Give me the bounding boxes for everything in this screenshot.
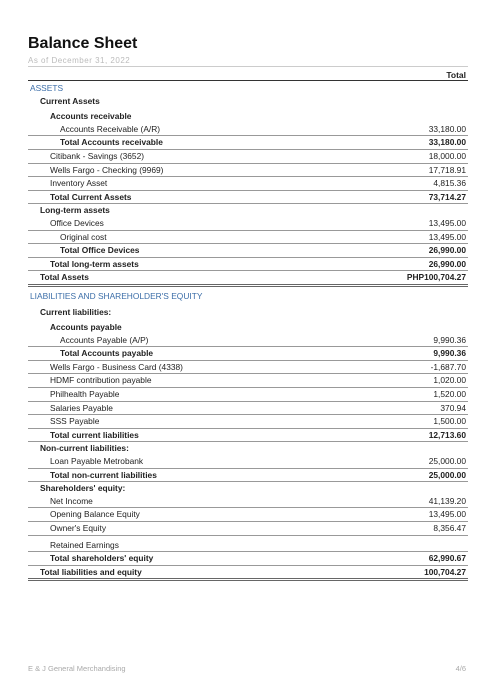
table-row [28, 552, 468, 566]
table-row [28, 374, 468, 388]
section-header-row [28, 82, 468, 95]
table-row [28, 469, 468, 483]
row-label: SSS Payable [50, 416, 100, 427]
row-amount: 25,000.00 [428, 469, 466, 480]
row-label: Total Accounts receivable [60, 137, 163, 148]
table-row [28, 231, 468, 245]
report-date: As of December 31, 2022 [28, 56, 131, 65]
row-amount: 12,713.60 [428, 429, 466, 440]
row-label: Accounts payable [50, 322, 122, 333]
row-amount: 1,520.00 [433, 389, 466, 400]
row-amount: 1,500.00 [433, 416, 466, 427]
table-row [28, 455, 468, 469]
row-label: Owner's Equity [50, 523, 107, 533]
row-label: Original cost [60, 231, 107, 242]
row-label: Accounts Payable (A/P) [60, 334, 149, 345]
row-amount: 9,990.36 [433, 348, 466, 359]
table-row [28, 402, 468, 416]
row-label: Shareholders' equity: [40, 483, 126, 494]
table-row [28, 347, 468, 361]
row-amount: 41,139.20 [428, 495, 466, 506]
row-label: Accounts receivable [50, 111, 132, 122]
row-label: Office Devices [50, 217, 104, 228]
row-amount: 8,356.47 [433, 523, 466, 533]
row-amount: 1,020.00 [433, 375, 466, 386]
row-amount: 370.94 [440, 402, 466, 413]
table-row [28, 123, 468, 137]
row-amount: 73,714.27 [428, 191, 466, 202]
row-amount: 13,495.00 [428, 217, 466, 228]
row-label: Citibank - Savings (3652) [50, 150, 145, 161]
row-label: Opening Balance Equity [50, 509, 140, 520]
table-row [28, 244, 468, 258]
row-label: Accounts Receivable (A/R) [60, 123, 161, 134]
row-amount: 62,990.67 [428, 553, 466, 564]
row-label: Current liabilities: [40, 306, 112, 317]
row-amount: 26,990.00 [428, 245, 466, 256]
row-label: Retained Earnings [50, 539, 119, 550]
table-row [28, 415, 468, 429]
table-row [28, 191, 468, 205]
row-label: HDMF contribution payable [50, 375, 152, 386]
row-label: Total non-current liabilities [50, 469, 157, 480]
table-row [28, 150, 468, 164]
report-title: Balance Sheet [28, 35, 138, 52]
row-label: Inventory Asset [50, 178, 108, 189]
row-label: Philhealth Payable [50, 389, 120, 400]
row-label: ASSETS [30, 83, 64, 93]
row-label: Net Income [50, 495, 93, 506]
table-row [28, 334, 468, 348]
row-label: Current Assets [40, 95, 100, 106]
table-row [28, 321, 468, 334]
row-label: Total liabilities and equity [40, 566, 142, 577]
row-amount: 13,495.00 [428, 509, 466, 520]
row-label: Salaries Payable [50, 402, 113, 413]
row-label: Long-term assets [40, 205, 110, 216]
table-row [28, 110, 468, 123]
table-row [28, 177, 468, 191]
table-row [28, 429, 468, 443]
table-row [28, 522, 468, 536]
row-label: LIABILITIES AND SHAREHOLDER'S EQUITY [30, 290, 203, 301]
row-amount: 100,704.27 [424, 566, 466, 577]
row-label: Total Office Devices [60, 245, 140, 256]
total-column-header: Total [446, 70, 466, 80]
table-row [28, 164, 468, 178]
row-label: Wells Fargo - Checking (9969) [50, 164, 164, 175]
header-divider [28, 80, 468, 81]
table-row [28, 271, 468, 287]
row-amount: 25,000.00 [428, 456, 466, 467]
table-row [28, 95, 468, 108]
row-amount: 18,000.00 [428, 150, 466, 161]
footer-page-number: 4/6 [455, 664, 466, 673]
footer-company: E & J General Merchandising [28, 664, 126, 673]
balance-sheet-table [28, 82, 468, 581]
row-amount: 26,990.00 [428, 258, 466, 269]
table-row [28, 482, 468, 495]
row-amount: PHP100,704.27 [406, 272, 466, 283]
table-row [28, 204, 468, 217]
row-amount: 4,815.36 [433, 178, 466, 189]
row-label: Loan Payable Metrobank [50, 456, 144, 467]
table-row [28, 566, 468, 582]
row-label: Total Assets [40, 272, 89, 283]
row-amount: 17,718.91 [428, 164, 466, 175]
table-row [28, 388, 468, 402]
row-label: Total current liabilities [50, 429, 139, 440]
table-row [28, 258, 468, 272]
row-amount: 9,990.36 [433, 334, 466, 345]
table-row [28, 539, 468, 553]
title-divider [28, 66, 468, 67]
row-label: Wells Fargo - Business Card (4338) [50, 361, 183, 372]
table-row [28, 495, 468, 509]
row-amount: 33,180.00 [428, 123, 466, 134]
table-row [28, 508, 468, 522]
table-row [28, 217, 468, 231]
table-row [28, 136, 468, 150]
table-row [28, 442, 468, 455]
row-label: Total Accounts payable [60, 348, 154, 359]
row-amount: 13,495.00 [428, 231, 466, 242]
table-row [28, 306, 468, 319]
row-label: Total long-term assets [50, 258, 139, 269]
row-amount: 33,180.00 [428, 137, 466, 148]
row-label: Non-current liabilities: [40, 443, 129, 454]
table-row [28, 361, 468, 375]
section-header-row [28, 290, 468, 303]
row-label: Total Current Assets [50, 191, 132, 202]
row-label: Total shareholders' equity [50, 553, 154, 564]
row-amount: -1,687.70 [430, 361, 466, 372]
